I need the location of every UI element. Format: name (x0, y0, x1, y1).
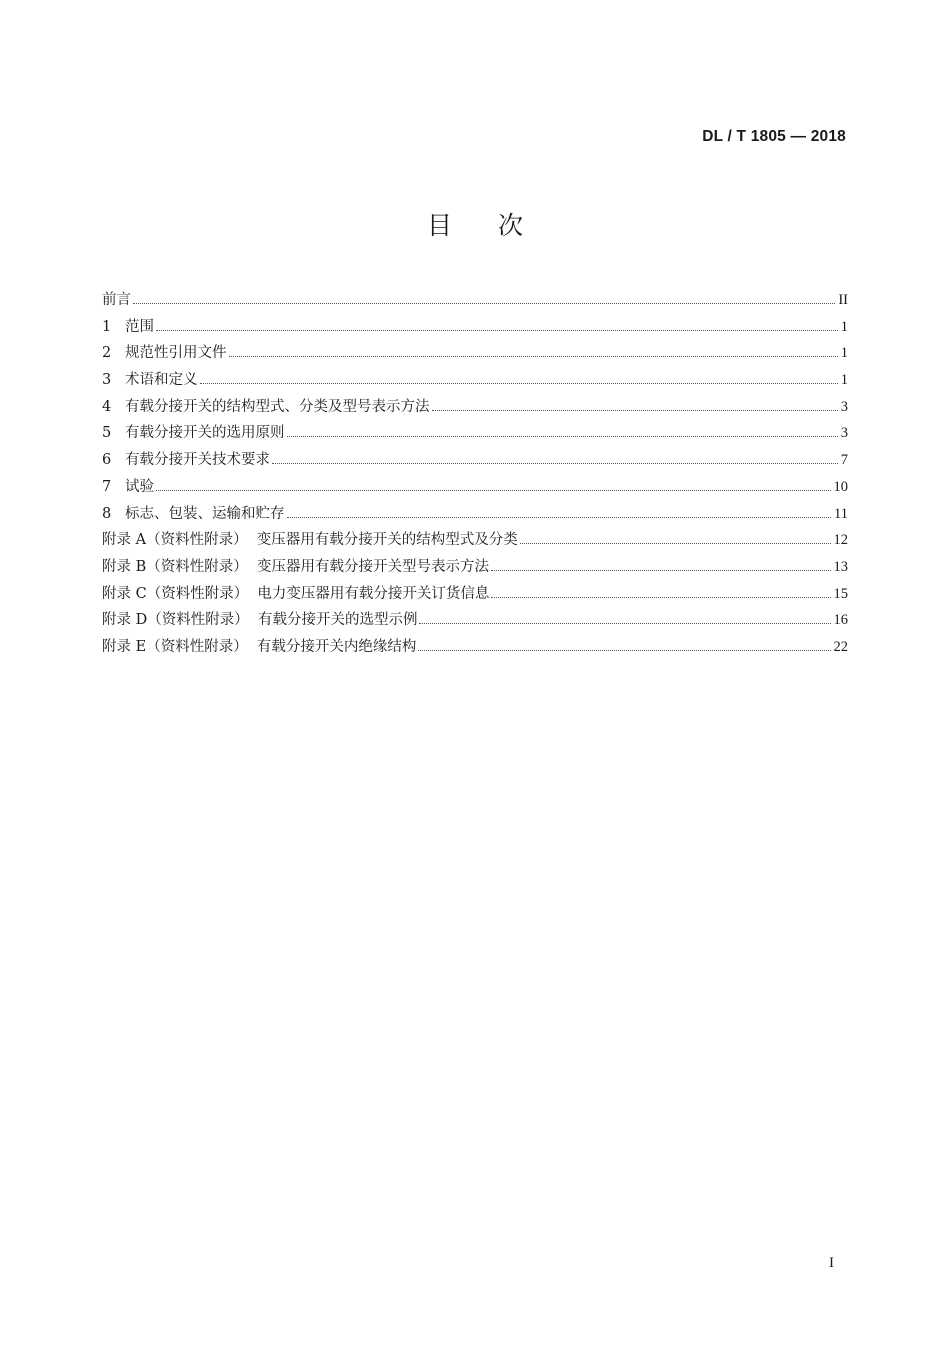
toc-entry[interactable] (102, 288, 848, 315)
toc-entry-page: 22 (833, 638, 848, 655)
toc-entry-page: 1 (840, 372, 848, 389)
toc-entry-label: 附录 A（资料性附录） 变压器用有载分接开关的结构型式及分类 (102, 532, 518, 549)
toc-entry-label: 6 有载分接开关技术要求 (102, 452, 271, 469)
toc-leader-dots (520, 543, 831, 544)
toc-leader-dots (491, 597, 830, 598)
toc-entry-label: 附录 B（资料性附录） 变压器用有载分接开关型号表示方法 (102, 558, 489, 575)
toc-entry-label: 8 标志、包装、运输和贮存 (102, 505, 285, 522)
toc-entry-label: 4 有载分接开关的结构型式、分类及型号表示方法 (102, 398, 430, 415)
toc-leader-dots (491, 570, 831, 571)
toc-entry[interactable] (102, 341, 848, 368)
toc-entry-page: 1 (840, 345, 848, 362)
toc-entry[interactable] (102, 368, 848, 395)
toc-entry-page: 1 (840, 318, 848, 335)
toc-entry[interactable] (102, 421, 848, 448)
toc-leader-dots (287, 517, 831, 518)
document-code: DL / T 1805 — 2018 (702, 128, 846, 145)
toc-entry-label: 3 术语和定义 (102, 372, 198, 389)
table-of-contents (102, 288, 848, 662)
toc-entry-label: 前言 (102, 292, 131, 308)
toc-leader-dots (229, 356, 838, 357)
page-title: 目次 (426, 211, 569, 240)
toc-entry-label: 附录 E（资料性附录） 有载分接开关内绝缘结构 (102, 638, 417, 655)
toc-entry-page: 12 (833, 532, 848, 549)
toc-entry-page: 10 (833, 478, 848, 495)
toc-entry-page: 3 (840, 425, 848, 442)
toc-entry-page: 3 (840, 398, 848, 415)
toc-entry-page: 16 (833, 612, 848, 629)
toc-leader-dots (419, 623, 830, 624)
toc-entry[interactable] (102, 635, 848, 662)
toc-entry-page: 11 (834, 505, 848, 522)
toc-entry-label: 7 试验 (102, 478, 155, 495)
page-number: I (829, 1255, 834, 1271)
toc-entry-page: II (838, 292, 848, 308)
toc-entry-label: 附录 C（资料性附录） 电力变压器用有载分接开关订货信息 (102, 585, 490, 602)
toc-leader-dots (432, 410, 838, 411)
toc-entry[interactable] (102, 395, 848, 422)
toc-leader-dots (156, 490, 830, 491)
toc-leader-dots (287, 436, 838, 437)
toc-entry-page: 7 (840, 452, 848, 469)
toc-entry[interactable] (102, 582, 848, 609)
toc-entry-page: 15 (833, 585, 848, 602)
toc-entry[interactable] (102, 448, 848, 475)
toc-entry-label: 5 有载分接开关的选用原则 (102, 425, 285, 442)
toc-leader-dots (418, 650, 830, 651)
toc-leader-dots (272, 463, 838, 464)
toc-entry-label: 2 规范性引用文件 (102, 345, 227, 362)
toc-entry[interactable] (102, 608, 848, 635)
toc-entry[interactable] (102, 555, 848, 582)
toc-entry-label: 附录 D（资料性附录） 有载分接开关的选型示例 (102, 612, 418, 629)
toc-entry[interactable] (102, 528, 848, 555)
toc-entry-label: 1 范围 (102, 318, 155, 335)
toc-entry[interactable] (102, 502, 848, 529)
toc-leader-dots (156, 330, 838, 331)
toc-leader-dots (200, 383, 838, 384)
toc-entry[interactable] (102, 475, 848, 502)
toc-entry-page: 13 (833, 558, 848, 575)
toc-leader-dots (133, 303, 835, 304)
toc-entry[interactable] (102, 315, 848, 342)
